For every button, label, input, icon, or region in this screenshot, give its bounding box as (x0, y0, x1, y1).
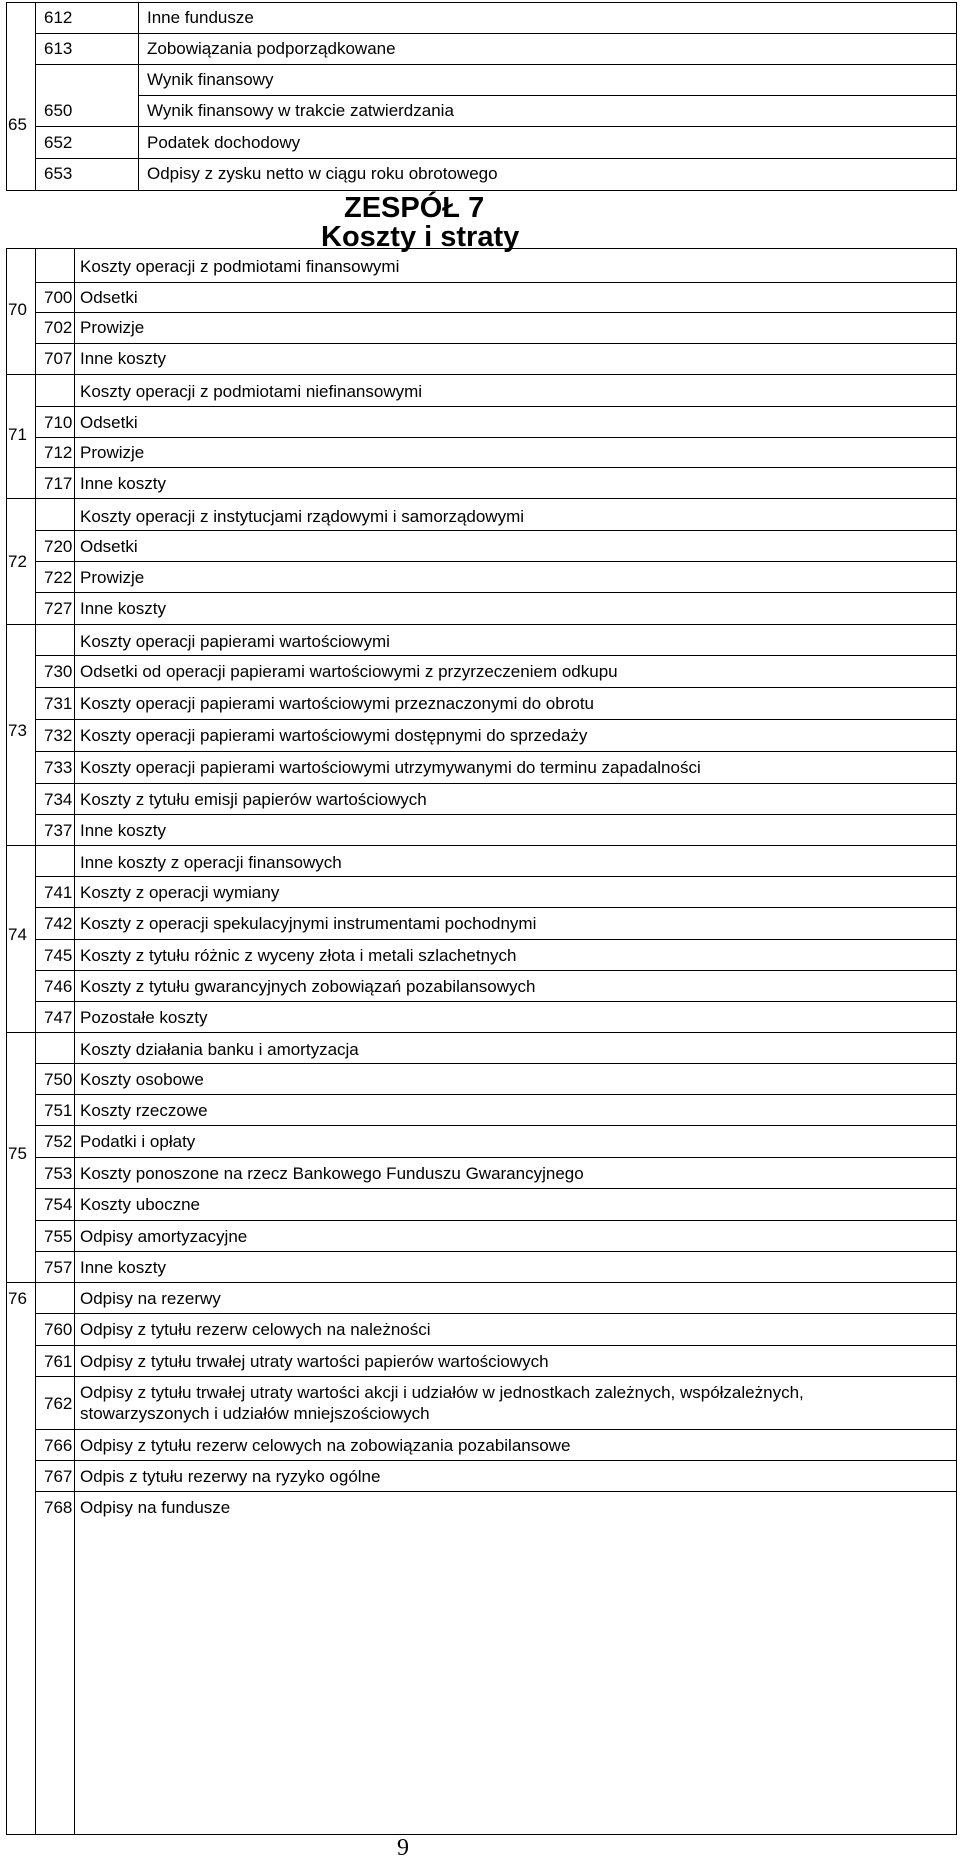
account-label: Koszty z tytułu różnic z wyceny złota i metali szlachetnych (80, 946, 517, 965)
account-code: 650 (44, 101, 73, 120)
account-code: 653 (44, 164, 73, 183)
account-label: Odpis z tytułu rezerwy na ryzyko ogólne (80, 1467, 381, 1486)
account-label: Koszty osobowe (80, 1070, 204, 1089)
account-label: Inne koszty (80, 349, 166, 368)
account-label: Koszty uboczne (80, 1195, 201, 1214)
top-table (6, 2, 957, 191)
group-code: 65 (8, 115, 27, 134)
account-code: 707 (44, 349, 73, 368)
group-title: Koszty operacji z instytucjami rządowymi i samorządowymi (80, 507, 525, 526)
account-label: Koszty rzeczowe (80, 1101, 208, 1120)
account-code: 734 (44, 790, 73, 809)
group-code: 73 (8, 721, 27, 740)
account-label: Odpisy z tytułu rezerw celowych na należności (80, 1320, 431, 1339)
section-heading: ZESPÓŁ 7 (344, 192, 485, 224)
account-label: Odpisy amortyzacyjne (80, 1227, 248, 1246)
account-code: 700 (44, 288, 73, 307)
account-label: Odpisy na fundusze (80, 1498, 231, 1517)
group-code: 75 (8, 1144, 27, 1163)
account-code: 755 (44, 1227, 73, 1246)
section-title: Wynik finansowy (147, 70, 274, 89)
account-code: 747 (44, 1008, 73, 1027)
group-code: 76 (8, 1289, 27, 1308)
account-label: Koszty z operacji spekulacyjnymi instrumentami pochodnymi (80, 914, 537, 933)
account-code: 702 (44, 318, 73, 337)
account-code: 761 (44, 1352, 73, 1371)
account-label: Odsetki od operacji papierami wartościowymi z przyrzeczeniem odkupu (80, 662, 618, 681)
account-code: 745 (44, 946, 73, 965)
account-label-continued: stowarzyszonych i udziałów mniejszościowych (80, 1404, 430, 1423)
group-code: 72 (8, 552, 27, 571)
account-label: Prowizje (80, 443, 145, 462)
account-label: Pozostałe koszty (80, 1008, 208, 1027)
account-code: 613 (44, 39, 73, 58)
account-code: 741 (44, 883, 73, 902)
account-code: 722 (44, 568, 73, 587)
account-label: Odpisy z tytułu rezerw celowych na zobowiązania pozabilansowe (80, 1436, 571, 1455)
account-code: 612 (44, 8, 73, 27)
account-label: Podatki i opłaty (80, 1132, 196, 1151)
account-code: 652 (44, 133, 73, 152)
account-code: 727 (44, 599, 73, 618)
account-code: 737 (44, 821, 73, 840)
account-code: 720 (44, 537, 73, 556)
account-label: Inne fundusze (147, 8, 254, 27)
account-label: Inne koszty (80, 1258, 166, 1277)
account-label: Zobowiązania podporządkowane (147, 39, 396, 58)
account-code: 767 (44, 1467, 73, 1486)
account-label: Inne koszty (80, 599, 166, 618)
account-label: Odpisy z tytułu trwałej utraty wartości akcji i udziałów w jednostkach zależnych, współzależnych, (80, 1383, 804, 1402)
account-label: Koszty operacji papierami wartościowymi przeznaczonymi do obrotu (80, 694, 594, 713)
account-label: Odpisy z zysku netto w ciągu roku obrotowego (147, 164, 498, 183)
account-code: 762 (44, 1394, 73, 1413)
group-title: Inne koszty z operacji finansowych (80, 853, 342, 872)
account-code: 732 (44, 726, 73, 745)
account-label: Prowizje (80, 568, 145, 587)
account-code: 750 (44, 1070, 73, 1089)
account-label: Inne koszty (80, 821, 166, 840)
account-label: Inne koszty (80, 474, 166, 493)
account-code: 710 (44, 413, 73, 432)
account-code: 731 (44, 694, 73, 713)
account-label: Koszty operacji papierami wartościowymi dostępnymi do sprzedaży (80, 726, 588, 745)
group-title: Odpisy na rezerwy (80, 1289, 221, 1308)
account-code: 751 (44, 1101, 73, 1120)
account-code: 752 (44, 1132, 73, 1151)
account-label: Wynik finansowy w trakcie zatwierdzania (147, 101, 454, 120)
account-label: Podatek dochodowy (147, 133, 301, 152)
group-code: 70 (8, 300, 27, 319)
group-code: 74 (8, 925, 27, 944)
account-label: Odsetki (80, 413, 138, 432)
account-code: 754 (44, 1195, 73, 1214)
account-code: 733 (44, 758, 73, 777)
account-code: 768 (44, 1498, 73, 1517)
group-title: Koszty operacji papierami wartościowymi (80, 632, 390, 651)
group-title: Koszty działania banku i amortyzacja (80, 1040, 359, 1059)
account-label: Odsetki (80, 537, 138, 556)
page-number: 9 (397, 1835, 409, 1861)
account-code: 766 (44, 1436, 73, 1455)
account-label: Koszty z tytułu gwarancyjnych zobowiązań pozabilansowych (80, 977, 536, 996)
account-code: 712 (44, 443, 73, 462)
account-label: Koszty z operacji wymiany (80, 883, 280, 902)
account-code: 717 (44, 474, 73, 493)
account-label: Prowizje (80, 318, 145, 337)
account-label: Koszty ponoszone na rzecz Bankowego Funduszu Gwarancyjnego (80, 1164, 584, 1183)
account-label: Odsetki (80, 288, 138, 307)
account-code: 760 (44, 1320, 73, 1339)
account-code: 746 (44, 977, 73, 996)
group-code: 71 (8, 425, 27, 444)
account-label: Koszty operacji papierami wartościowymi utrzymywanymi do terminu zapadalności (80, 758, 701, 777)
group-title: Koszty operacji z podmiotami finansowymi (80, 257, 400, 276)
account-code: 730 (44, 662, 73, 681)
group-title: Koszty operacji z podmiotami niefinansowymi (80, 382, 423, 401)
account-label: Odpisy z tytułu trwałej utraty wartości papierów wartościowych (80, 1352, 549, 1371)
section-subheading: Koszty i straty (321, 221, 520, 253)
account-label: Koszty z tytułu emisji papierów wartościowych (80, 790, 427, 809)
account-code: 757 (44, 1258, 73, 1277)
account-code: 742 (44, 914, 73, 933)
account-code: 753 (44, 1164, 73, 1183)
